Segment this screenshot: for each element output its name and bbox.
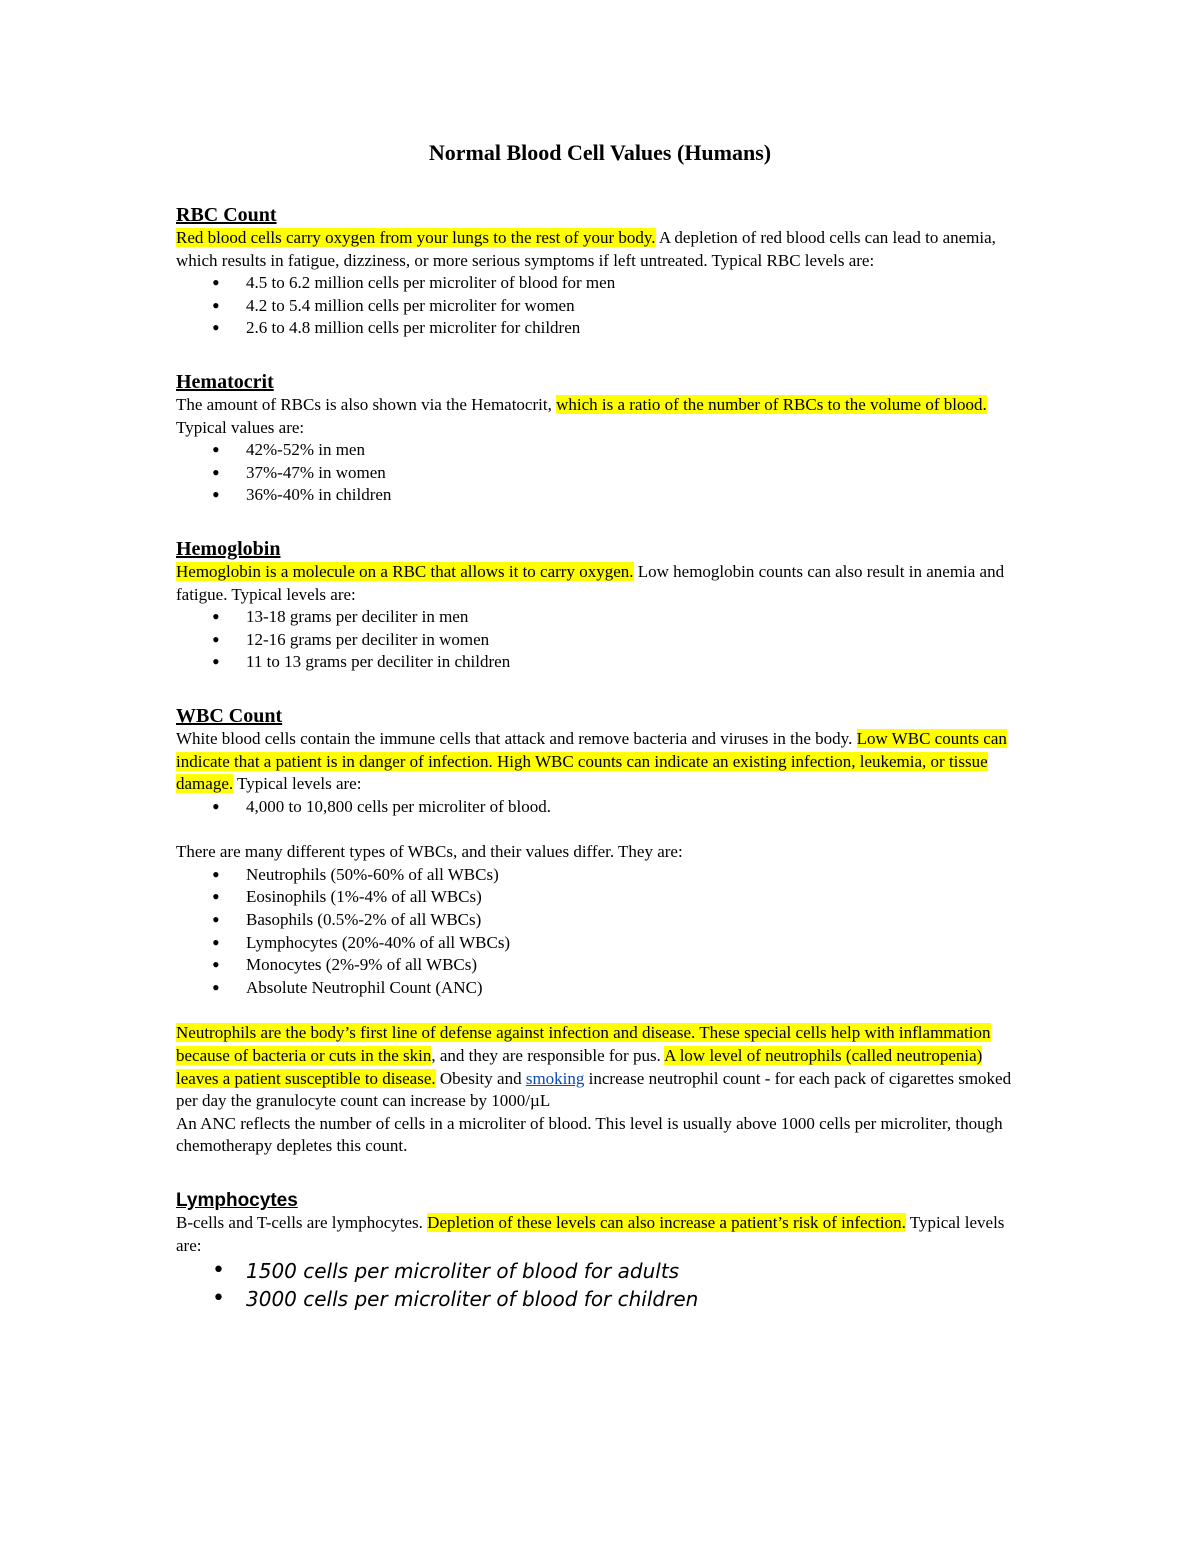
hemoglobin-intro: [176, 561, 1024, 606]
list-item: • 12-16 grams per deciliter in women: [246, 629, 1024, 652]
hemoglobin-section: [176, 538, 1024, 674]
hematocrit-section: [176, 371, 1024, 507]
wbc-intro-text: White blood cells contain the immune cells that attack and remove bacteria and viruses in the body.: [176, 728, 857, 748]
list-item: • 4.5 to 6.2 million cells per microliter of blood for men: [246, 272, 1024, 295]
wbc-section: [176, 705, 1024, 1158]
neutrophils-text-3: increase neutrophil count - for each pack of cigarettes smoked per day the granulocyte count can increase by 1000/µL: [176, 1068, 1012, 1111]
neutrophils-paragraph: [176, 1022, 1024, 1112]
lymphocytes-heading: Lymphocytes: [176, 1190, 298, 1211]
lymphocytes-intro-text: B-cells and T-cells are lymphocytes.: [176, 1213, 428, 1232]
rbc-list: [176, 272, 1024, 340]
neutrophils-text-2: Obesity and: [435, 1068, 526, 1088]
list-item: • 3000 cells per microliter of blood for children: [246, 1285, 1024, 1313]
list-item: • 13-18 grams per deciliter in men: [246, 606, 1024, 629]
list-item: • 4,000 to 10,800 cells per microliter of blood.: [246, 796, 1024, 819]
wbc-types-list: [176, 864, 1024, 1000]
lymphocytes-section: [176, 1189, 1024, 1313]
wbc-highlight: Low WBC counts can indicate that a patient is in danger of infection. High WBC counts can indicate an existing infection, leukemia, or tissue damage.: [176, 728, 1007, 794]
wbc-types-intro: There are many different types of WBCs, and their values differ. They are:: [176, 842, 683, 862]
rbc-highlight: Red blood cells carry oxygen from your lungs to the rest of your body.: [176, 228, 656, 247]
list-item: • 37%-47% in women: [246, 462, 1024, 485]
lymphocytes-highlight: Depletion of these levels can also increase a patient’s risk of infection.: [427, 1213, 906, 1232]
list-item: • Neutrophils (50%-60% of all WBCs): [246, 864, 1024, 887]
rbc-intro-text: A depletion of red blood cells can lead to anemia, which results in fatigue, dizziness, or more serious symptoms if left untreated. Typical RBC levels are:: [176, 228, 996, 270]
hematocrit-intro-end: Typical values are:: [176, 417, 305, 437]
neutrophils-highlight-2: A low level of neutrophils (called neutropenia) leaves a patient susceptible to disease.: [176, 1046, 983, 1088]
hematocrit-intro: [176, 394, 1024, 439]
hemoglobin-heading: Hemoglobin: [176, 537, 281, 560]
hemoglobin-intro-text: Low hemoglobin counts can also result in anemia and fatigue. Typical levels are:: [176, 561, 1005, 604]
hematocrit-intro-text: The amount of RBCs is also shown via the Hematocrit,: [176, 394, 557, 414]
anc-paragraph: An ANC reflects the number of cells in a microliter of blood. This level is usually above 1000 cells per microliter, though chemotherapy depletes this count.: [176, 1113, 1003, 1156]
page-title: Normal Blood Cell Values (Humans): [428, 140, 772, 165]
wbc-heading: WBC Count: [176, 704, 283, 727]
list-item: • 1500 cells per microliter of blood for adults: [246, 1257, 1024, 1285]
wbc-list: [176, 796, 1024, 819]
list-item: • 4.2 to 5.4 million cells per microliter for women: [246, 295, 1024, 318]
list-item: • Lymphocytes (20%-40% of all WBCs): [246, 932, 1024, 955]
lymphocytes-intro-end: Typical levels are:: [176, 1213, 1005, 1255]
list-item: • 36%-40% in children: [246, 484, 1024, 507]
rbc-heading: RBC Count: [176, 204, 277, 226]
list-item: • 2.6 to 4.8 million cells per microliter for children: [246, 317, 1024, 340]
list-item: • Eosinophils (1%-4% of all WBCs): [246, 886, 1024, 909]
hematocrit-list: [176, 439, 1024, 507]
neutrophils-text-1: , and they are responsible for pus.: [431, 1046, 665, 1066]
list-item: • 11 to 13 grams per deciliter in children: [246, 651, 1024, 674]
hematocrit-heading: Hematocrit: [176, 370, 274, 393]
lymphocytes-list: [176, 1257, 1024, 1313]
smoking-link[interactable]: smoking: [525, 1068, 585, 1088]
hematocrit-highlight: which is a ratio of the number of RBCs to the volume of blood.: [556, 394, 987, 414]
hemoglobin-list: [176, 606, 1024, 674]
hemoglobin-highlight: Hemoglobin is a molecule on a RBC that allows it to carry oxygen.: [176, 561, 634, 581]
list-item: • Monocytes (2%-9% of all WBCs): [246, 954, 1024, 977]
rbc-intro: [176, 227, 1024, 272]
neutrophils-highlight-1: Neutrophils are the body’s first line of defense against infection and disease. These special cells help with inflammation because of bacteria or cuts in the skin: [176, 1023, 991, 1066]
lymphocytes-intro: [176, 1212, 1024, 1257]
rbc-section: [176, 204, 1024, 340]
wbc-intro: [176, 728, 1024, 796]
list-item: • Absolute Neutrophil Count (ANC): [246, 977, 1024, 1000]
wbc-intro-end: Typical levels are:: [233, 774, 362, 794]
list-item: • 42%-52% in men: [246, 439, 1024, 462]
list-item: • Basophils (0.5%-2% of all WBCs): [246, 909, 1024, 932]
